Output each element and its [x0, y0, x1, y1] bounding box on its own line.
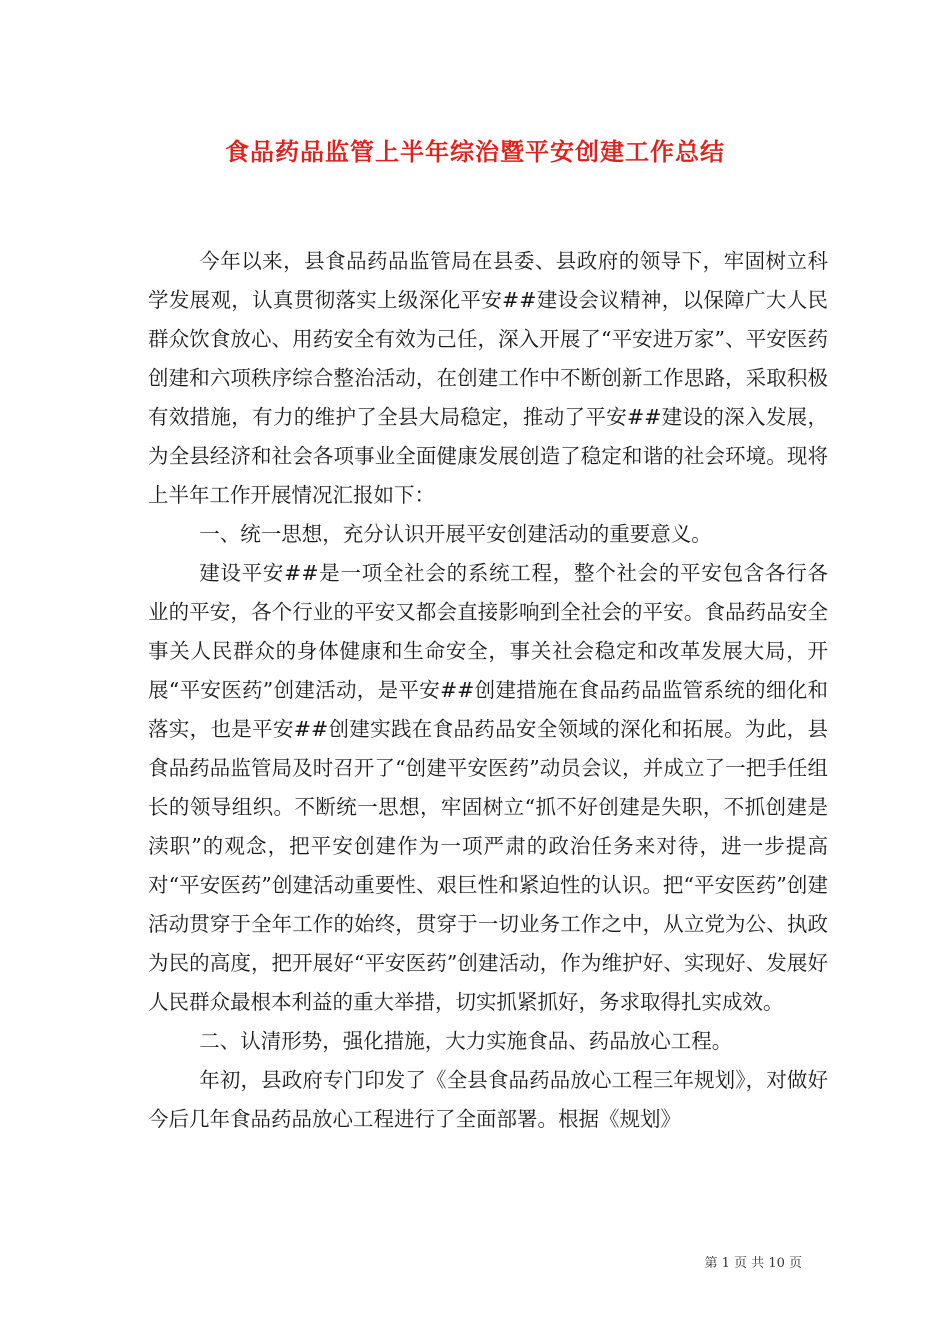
paragraph-section-2: 年初，县政府专门印发了《全县食品药品放心工程三年规划》，对做好今后几年食品药品放心工程进行了全面部署。根据《规划》: [148, 1068, 828, 1131]
paragraph-intro: 今年以来，县食品药品监管局在县委、县政府的领导下，牢固树立科学发展观，认真贯彻落实上级深化平安##建设会议精神，以保障广大人民群众饮食放心、用药安全有效为己任，深入开展了“平安进万家”、平安医药创建和六项秩序综合整治活动，在创建工作中不断创新工作思路，采取积极有效措施，有力的维护了全县大局稳定，推动了平安##建设的深入发展，为全县经济和社会各项事业全面健康发展创造了稳定和谐的社会环境。现将上半年工作开展情况汇报如下：: [148, 249, 828, 507]
page-number: 第 1 页 共 10 页: [704, 1256, 802, 1271]
paragraph-section-1: 建设平安##是一项全社会的系统工程，整个社会的平安包含各行各业的平安，各个行业的平安又都会直接影响到全社会的平安。食品药品安全事关人民群众的身体健康和生命安全，事关社会稳定和改革发展大局，开展“平安医药”创建活动，是平安##创建措施在食品药品监管系统的细化和落实，也是平安##创建实践在食品药品安全领域的深化和拓展。为此，县食品药品监管局及时召开了“创建平安医药”动员会议，并成立了一把手任组长的领导组织。不断统一思想，牢固树立“抓不好创建是失职，不抓创建是渎职”的观念，把平安创建作为一项严肃的政治任务来对待，进一步提高对“平安医药”创建活动重要性、艰巨性和紧迫性的认识。把“平安医药”创建活动贯穿于全年工作的始终，贯穿于一切业务工作之中，从立党为公、执政为民的高度，把开展好“平安医药”创建活动，作为维护好、实现好、发展好人民群众最根本利益的重大举措，切实抓紧抓好，务求取得扎实成效。: [148, 561, 828, 1014]
document-body: [148, 242, 828, 1139]
section-heading-2: 二、认清形势，强化措施，大力实施食品、药品放心工程。: [199, 1029, 733, 1053]
document-title: 食品药品监管上半年综治暨平安创建工作总结: [225, 137, 725, 166]
section-heading-1: 一、统一思想，充分认识开展平安创建活动的重要意义。: [199, 522, 712, 546]
